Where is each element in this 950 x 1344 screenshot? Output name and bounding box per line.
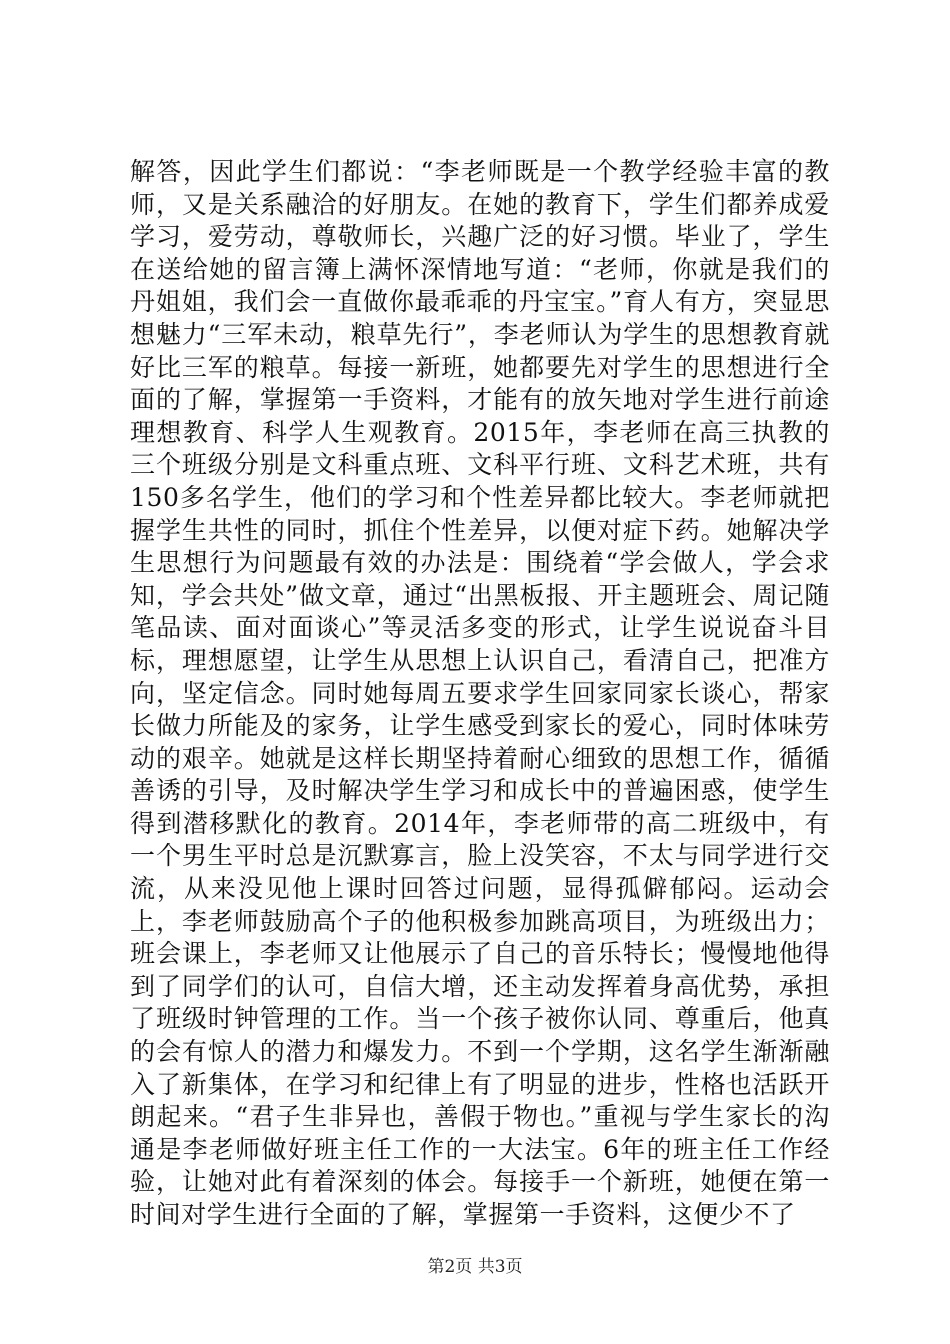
- page-footer: 第2页 共3页: [427, 1257, 523, 1277]
- body-paragraph: 解答，因此学生们都说：“李老师既是一个教学经验丰富的教师，又是关系融洽的好朋友。在她的教育下，学生们都养成爱学习，爱劳动，尊敬师长，兴趣广泛的好习惯。毕业了，学生在送给她的留言簿上满怀深情地写道：“老师，你就是我们的丹姐姐，我们会一直做你最乖乖的丹宝宝。”育人有方，突显思想魅力“三军未动，粮草先行”，李老师认为学生的思想教育就好比三军的粮草。每接一新班，她都要先对学生的思想进行全面的了解，掌握第一手资料，才能有的放矢地对学生进行前途理想教育、科学人生观教育。2015年，李老师在高三执教的三个班级分别是文科重点班、文科平行班、文科艺术班，共有150多名学生，他们的学习和个性差异都比较大。李老师就把握学生共性的同时，抓住个性差异，以便对症下药。她解决学生思想行为问题最有效的办法是：围绕着“学会做人，学会求知，学会共处”做文章，通过“出黑板报、开主题班会、周记随笔品读、面对面谈心”等灵活多变的形式，让学生说说奋斗目标，理想愿望，让学生从思想上认识自己，看清自己，把准方向，坚定信念。同时她每周五要求学生回家同家长谈心，帮家长做力所能及的家务，让学生感受到家长的爱心，同时体味劳动的艰辛。她就是这样长期坚持着耐心细致的思想工作，循循善诱的引导，及时解决学生学习和成长中的普遍困惑，使学生得到潜移默化的教育。2014年，李老师带的高二班级中，有一个男生平时总是沉默寡言，脸上没笑容，不太与同学进行交流，从来没见他上课时回答过问题，显得孤僻郁闷。运动会上，李老师鼓励高个子的他积极参加跳高项目，为班级出力；班会课上，李老师又让他展示了自己的音乐特长；慢慢地他得到了同学们的认可，自信大增，还主动发挥着身高优势，承担了班级时钟管理的工作。当一个孩子被你认同、尊重后，他真的会有惊人的潜力和爆发力。不到一个学期，这名学生渐渐融入了新集体，在学习和纪律上有了明显的进步，性格也活跃开朗起来。“君子生非异也，善假于物也。”重视与学生家长的沟通是李老师做好班主任工作的一大法宝。6年的班主任工作经验，让她对此有着深刻的体会。每接手一个新班，她便在第一时间对学生进行全面的了解，掌握第一手资料，这便少不了: [130, 157, 830, 1229]
